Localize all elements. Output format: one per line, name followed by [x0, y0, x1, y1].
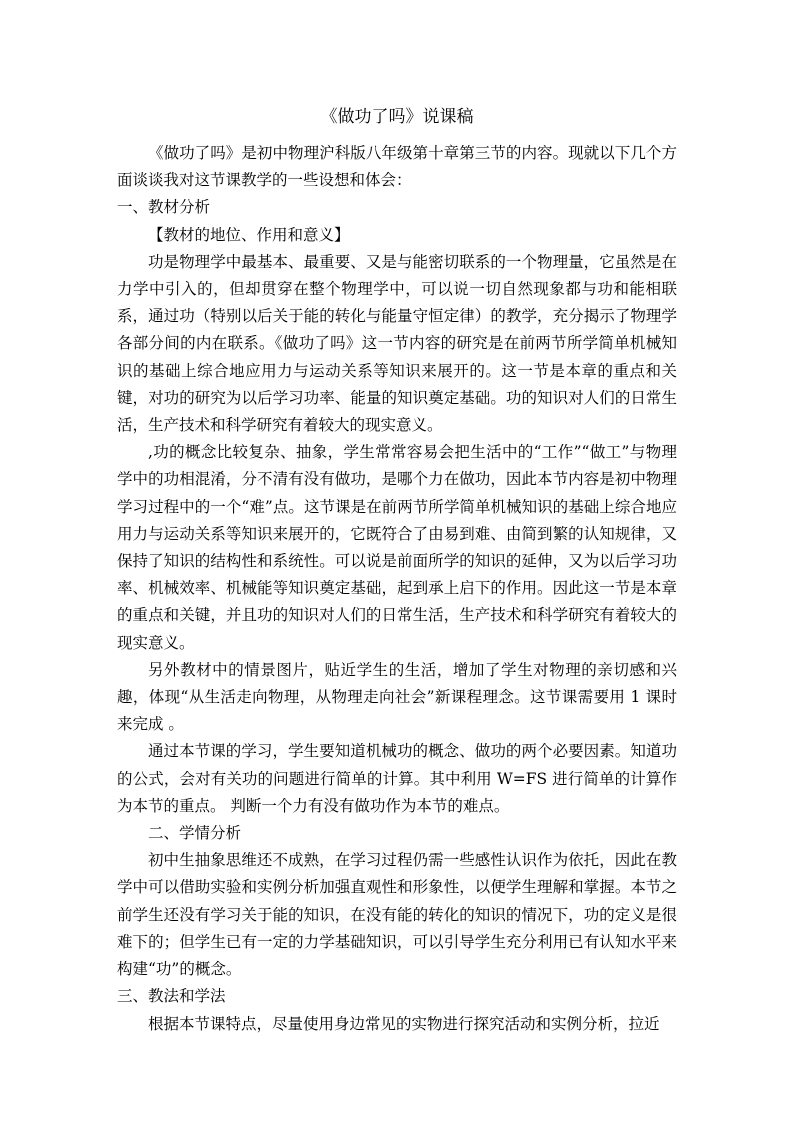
paragraph-textbook-images: 另外教材中的情景图片，贴近学生的生活，增加了学生对物理的亲切感和兴趣，体现“从生活走向物理，从物理走向社会”新课程理念。这节课需要用 1 课时来完成 。: [117, 660, 677, 734]
intro-paragraph: 《做功了吗》是初中物理沪科版八年级第十章第三节的内容。现就以下几个方面谈谈我对这节课教学的一些设想和体会：: [117, 144, 677, 190]
paragraph-student-analysis: 初中生抽象思维还不成熟，在学习过程仍需一些感性认识作为依托，因此在教学中可以借助实验和实例分析加强直观性和形象性，以便学生理解和掌握。本节之前学生还没有学习关于能的知识，在没有能的转化的知识的情况下，功的定义是很难下的；但学生已有一定的力学基础知识，可以引导学生充分利用已有认知水平来构建“功”的概念。: [117, 851, 677, 979]
document-body: [117, 140, 677, 1038]
document-title: 《做功了吗》说课稿: [320, 107, 474, 127]
section-heading-textbook-analysis: 一、教材分析: [117, 198, 211, 217]
subheading-status-role-significance: 【教材的地位、作用和意义】: [148, 225, 350, 244]
paragraph-teaching-methods: 根据本节课特点，尽量使用身边常见的实物进行探究活动和实例分析，拉近: [148, 1014, 660, 1033]
section-heading-student-analysis: 二、学情分析: [148, 824, 242, 843]
paragraph-learning-goals: 通过本节课的学习，学生要知道机械功的概念、做功的两个必要因素。知道功的公式，会对有关功的问题进行简单的计算。其中利用 W=FS 进行简单的计算作为本节的重点。 判断一个力有没有做功作为本节的难点。: [117, 742, 677, 815]
paragraph-difficulty: ,功的概念比较复杂、抽象，学生常常容易会把生活中的“工作”“做工”与物理学中的功相混淆，分不清有没有做功，是哪个力在做功，因此本节内容是初中物理学习过程中的一个“难”点。这节课是在前两节所学简单机械知识的基础上综合地应用力与运动关系等知识来展开的，它既符合了由易到难、由简到繁的认知规律，又保持了知识的结构性和系统性。可以说是前面所学的知识的延伸，又为以后学习功率、机械效率、机械能等知识奠定基础，起到承上启下的作用。因此这一节是本章的重点和关键，并且功的知识对人们的日常生活，生产技术和科学研究有着较大的现实意义。: [117, 443, 677, 652]
paragraph-work-concept: 功是物理学中最基本、最重要、又是与能密切联系的一个物理量，它虽然是在力学中引入的，但却贯穿在整个物理学中，可以说一切自然现象都与功和能相联系，通过功（特别以后关于能的转化与能量守恒定律）的教学，充分揭示了物理学各部分间的内在联系。《做功了吗》这一节内容的研究是在前两节所学简单机械知识的基础上综合地应用力与运动关系等知识来展开的。这一节是本章的重点和关键，对功的研究为以后学习功率、能量的知识奠定基础。功的知识对人们的日常生活，生产技术和科学研究有着较大的现实意义。: [117, 252, 677, 435]
section-heading-teaching-methods: 三、教法和学法: [117, 987, 226, 1006]
